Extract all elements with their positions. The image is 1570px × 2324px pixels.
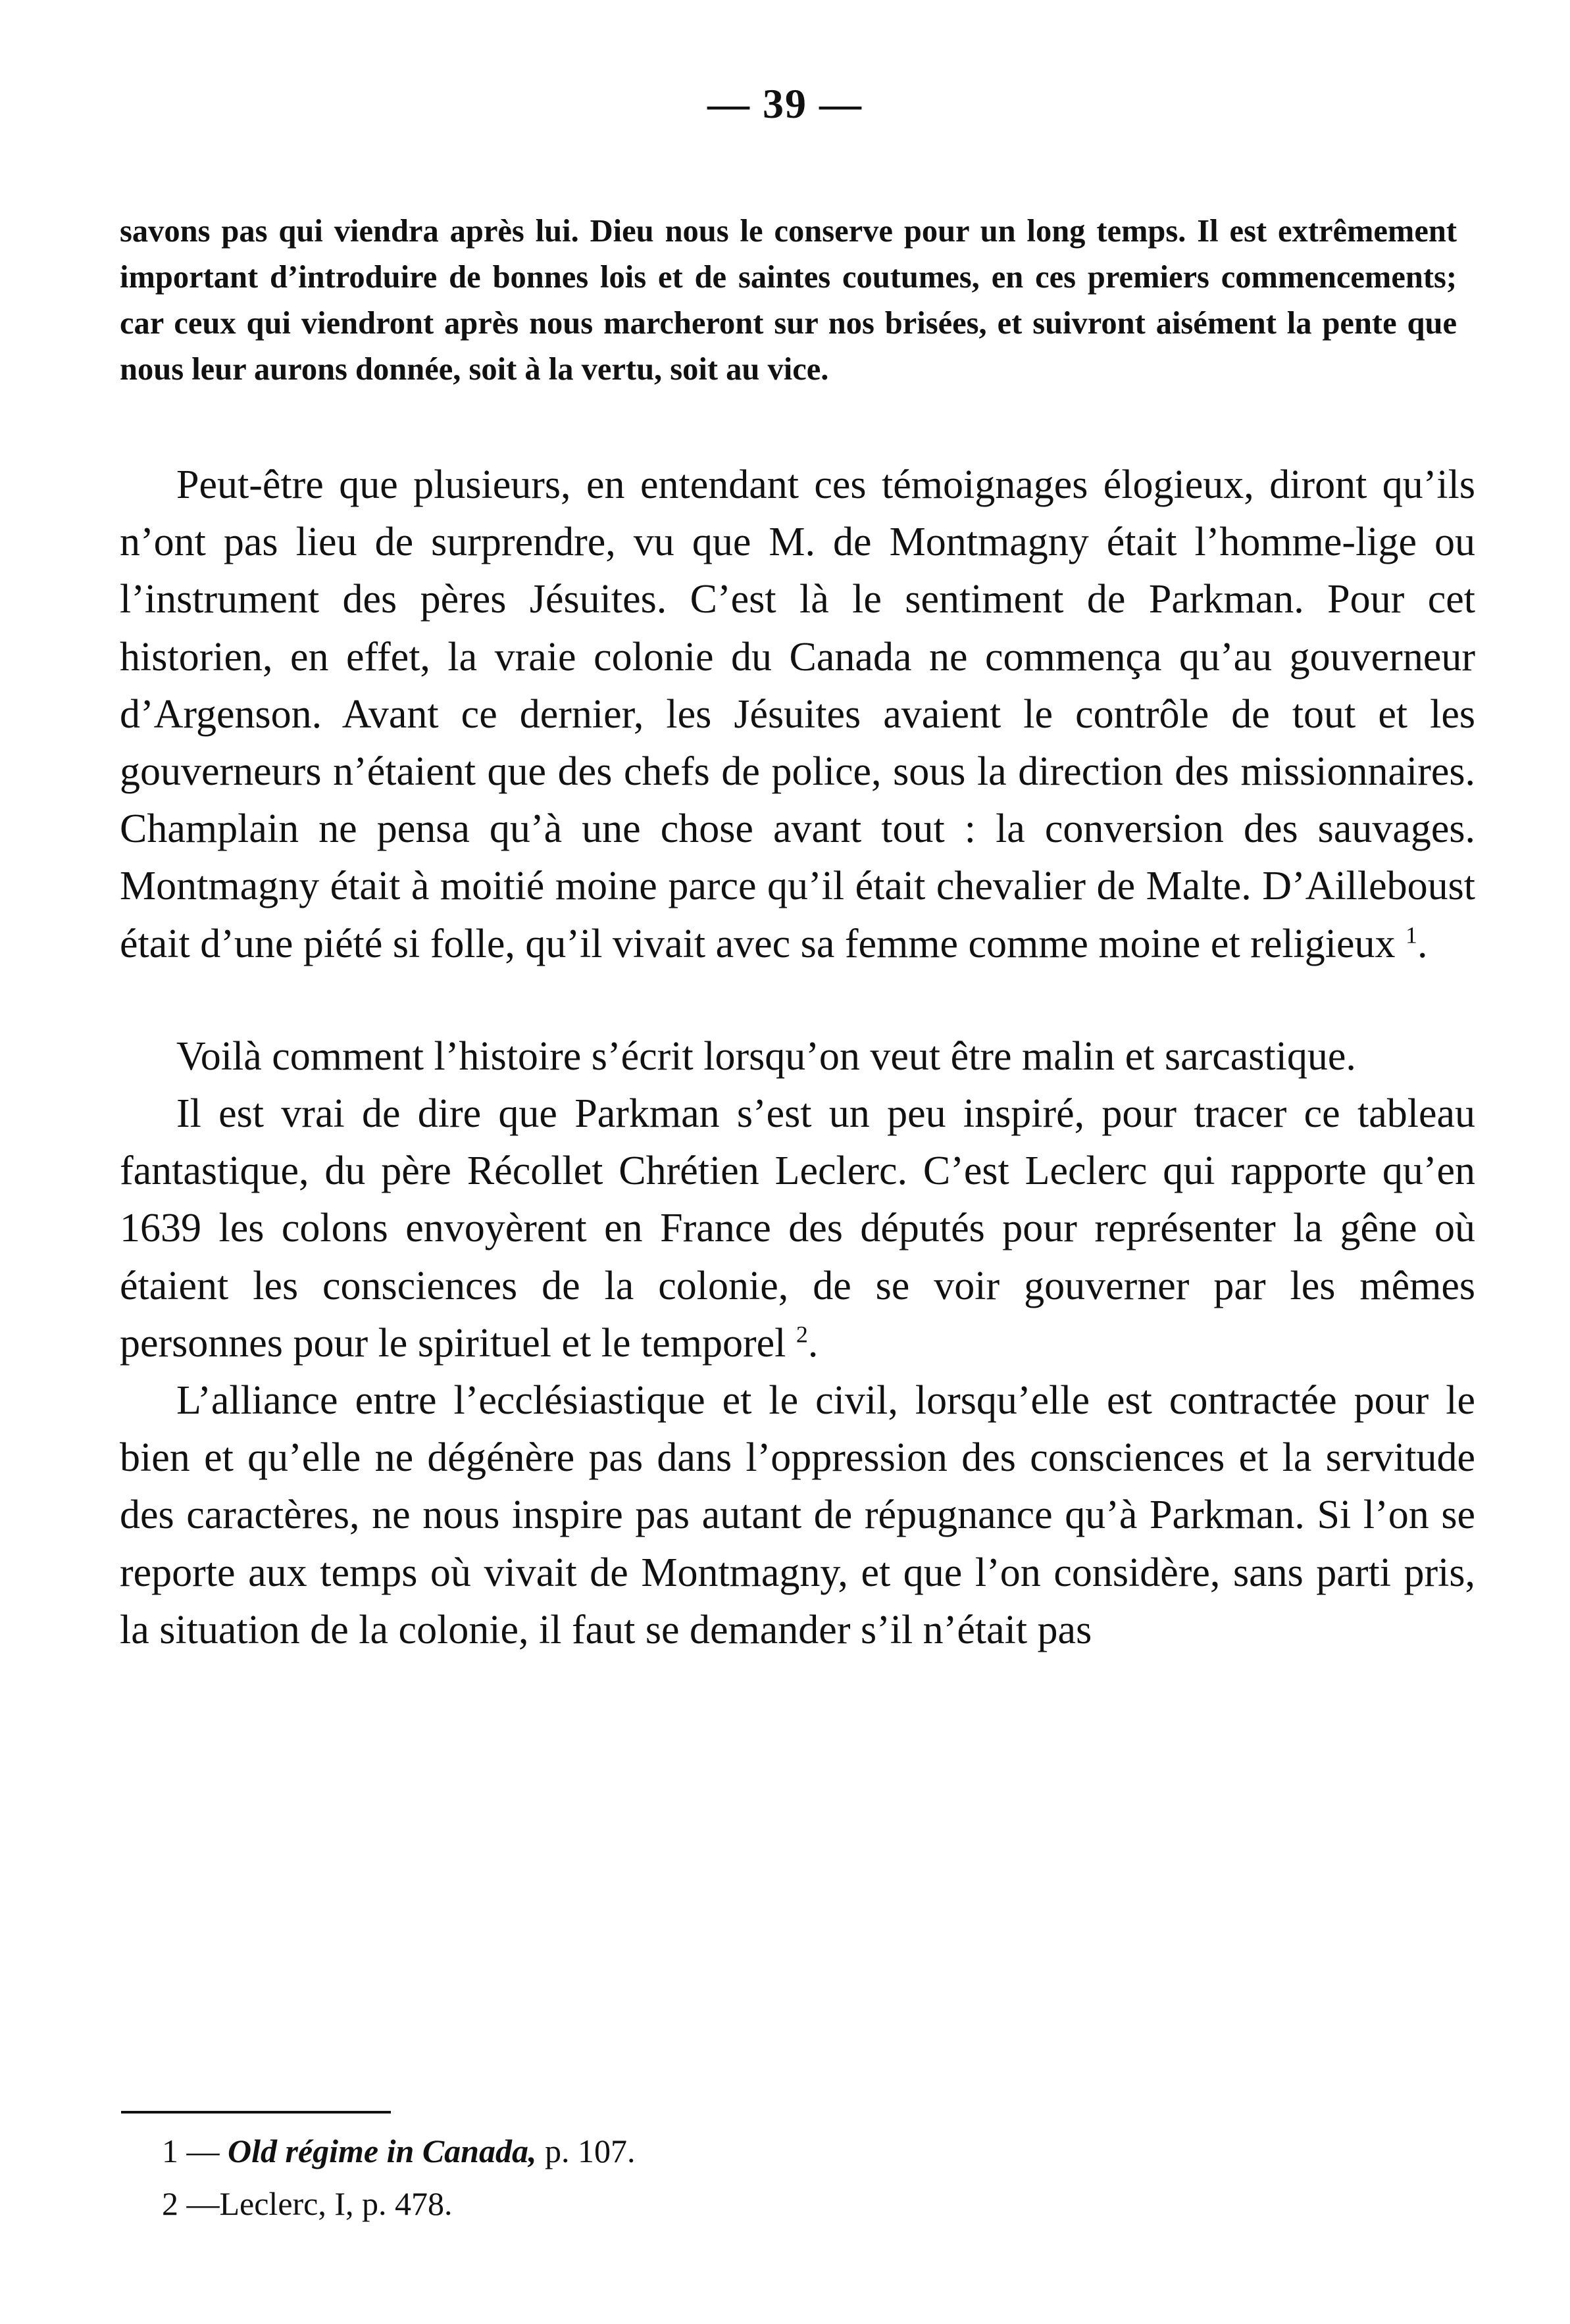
footnote-ref-1: 1 (1405, 921, 1418, 948)
paragraph-3 (120, 1085, 1475, 1372)
footnote-ref-2: 2 (796, 1321, 808, 1348)
footnote-1 (162, 2125, 1346, 2177)
footnote-2 (162, 2177, 1346, 2230)
paragraph-1-end: . (1417, 921, 1428, 966)
footnote-2-marker: 2 — (162, 2185, 220, 2222)
paragraph-3-text: Il est vrai de dire que Parkman s’est un peu inspiré, pour tracer ce tableau fantastique, du père Récollet Chrétien Leclerc. C’est Leclerc qui rapporte qu’en 1639 les colons envoyèrent en France des députés pour représenter la gêne où étaient les consciences de la colonie, de se voir gouverner par les mêmes personnes pour le spirituel et le temporel (120, 1091, 1475, 1366)
page-number: — 39 — (707, 80, 863, 127)
paragraph-1-text: Peut-être que plusieurs, en entendant ces témoignages élogieux, diront qu’ils n’ont pas lieu de surprendre, vu que M. de Montmagny était l’homme-lige ou l’instrument des pères Jésuites. C’est là le sentiment de Parkman. Pour cet historien, en effet, la vraie colonie du Canada ne commença qu’au gouverneur d’Argenson. Avant ce dernier, les Jésuites avaient le contrôle de tout et les gouverneurs n’étaient que des chefs de police, sous la direction des missionnaires. Champlain ne pensa qu’à une chose avant tout : la conversion des sauvages. Montmagny était à moitié moine parce qu’il était chevalier de Malte. D’Ailleboust était d’une piété si folle, qu’il vivait avec sa femme comme moine et religieux (120, 462, 1475, 966)
footnotes (162, 2125, 1346, 2230)
footnote-1-title: Old régime in Canada, (228, 2133, 537, 2169)
quoted-passage: savons pas qui viendra après lui. Dieu nous le conserve pour un long temps. Il est extrêmement important d’introduire de bonnes lois et de saintes coutumes, en ces premiers commencements; car ceux qui viendront après nous marcheront sur nos brisées, et suivront aisément la pente que nous leur aurons donnée, soit à la vertu, soit au vice. (120, 213, 1457, 387)
paragraph-1 (120, 457, 1475, 973)
body-text (120, 457, 1475, 1659)
footnote-2-rest: Leclerc, I, p. 478. (219, 2185, 453, 2222)
paragraph-4: L’alliance entre l’ecclésiastique et le civil, lorsqu’elle est contractée pour le bien et qu’elle ne dégénère pas dans l’oppression des consciences et la servitude des caractères, ne nous inspire pas autant de répugnance qu’à Parkman. Si l’on se reporte aux temps où vivait de Montmagny, et que l’on considère, sans parti pris, la situation de la colonie, il faut se demander s’il n’était pas (120, 1378, 1475, 1652)
footnote-divider (121, 2111, 391, 2114)
paragraph-2: Voilà comment l’histoire s’écrit lorsqu’on veut être malin et sarcastique. (176, 1033, 1356, 1079)
footnote-1-rest: p. 107. (536, 2133, 636, 2169)
paragraph-3-end: . (807, 1320, 819, 1366)
footnote-1-marker: 1 — (162, 2133, 220, 2169)
